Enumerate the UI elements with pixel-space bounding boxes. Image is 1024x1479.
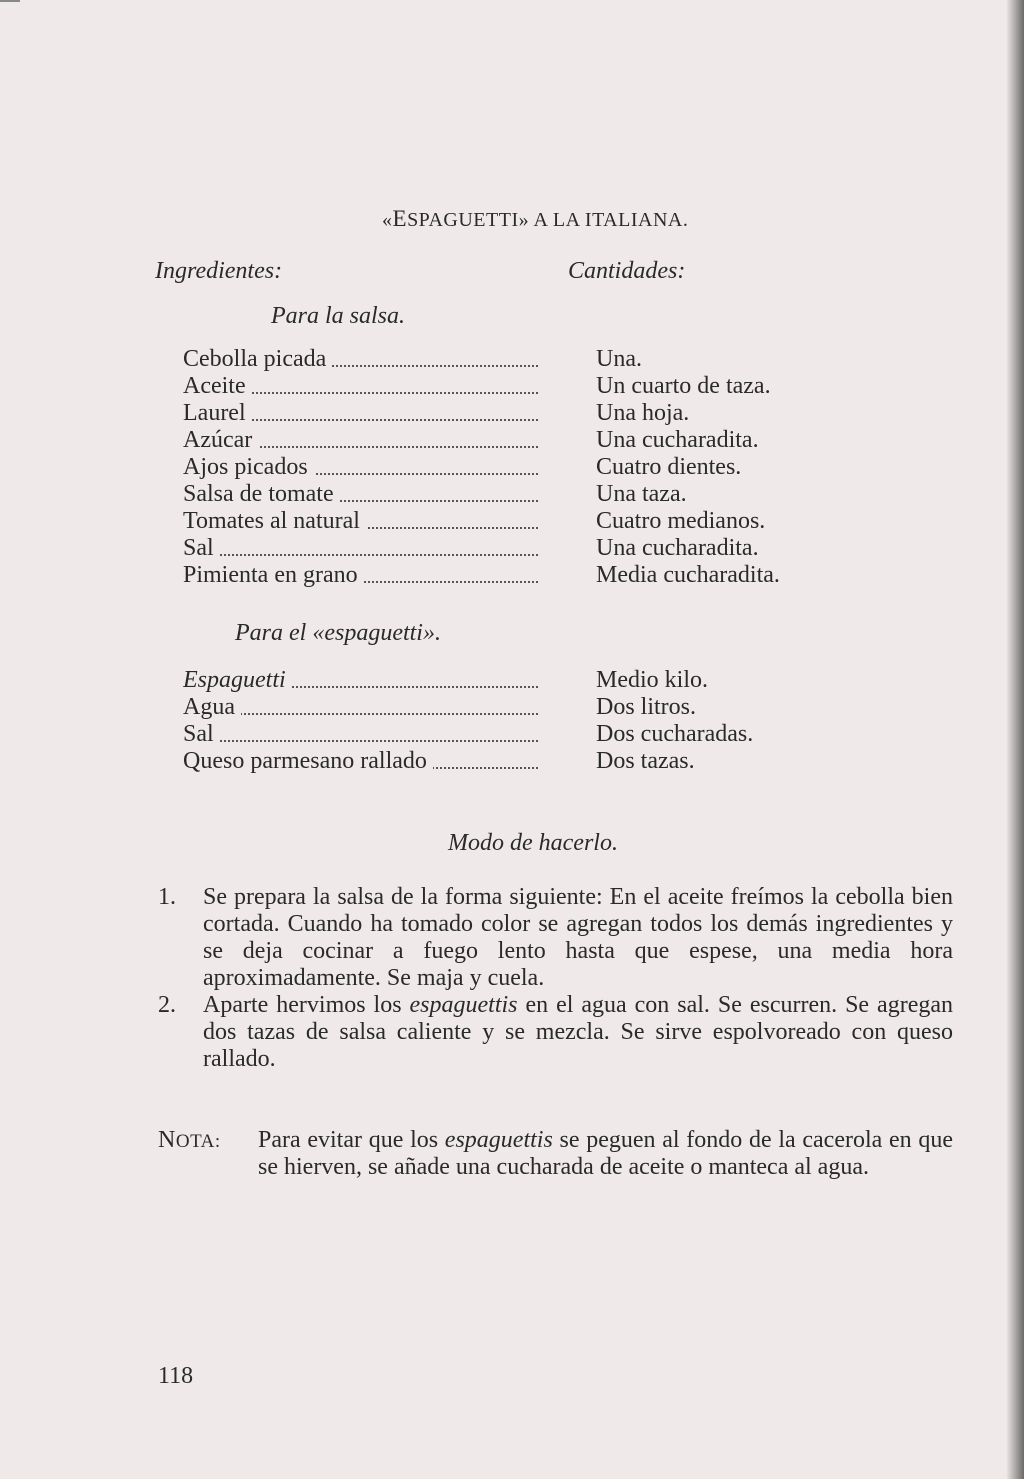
list-item: Ajos picados — [183, 454, 538, 481]
list-item: Agua — [183, 694, 538, 721]
pasta-quantity-list — [596, 667, 896, 775]
list-item: Dos litros. — [596, 694, 697, 720]
ingredients-header: Ingredientes: — [155, 258, 283, 284]
list-item: Salsa de tomate — [183, 481, 538, 508]
method-title: Modo de hacerlo. — [448, 830, 618, 856]
list-item: Sal — [183, 535, 538, 562]
list-item: Laurel — [183, 400, 538, 427]
page-number: 118 — [158, 1363, 194, 1389]
list-item: Cuatro dientes. — [596, 454, 742, 480]
step-text: Se prepara la salsa de la forma siguiente: En el aceite freímos la cebolla bien cortada. Cuando ha tomado color se agregan todos los demás ingredientes y se deja cocinar a fuego lento hasta que espese, una media hora aproximadamente. Se maja y cuela. — [203, 884, 953, 991]
list-item: Cuatro medianos. — [596, 508, 766, 534]
list-item: Una cucharadita. — [596, 427, 759, 453]
method-steps — [158, 884, 953, 1073]
pasta-ingredient-list — [183, 667, 538, 775]
list-item: Aceite — [183, 373, 538, 400]
sauce-quantity-list — [596, 346, 896, 589]
list-item: Una hoja. — [596, 400, 690, 426]
step-number: 2. — [158, 992, 176, 1018]
list-item: Dos tazas. — [596, 748, 695, 774]
sauce-ingredient-list — [183, 346, 538, 589]
list-item: Espaguetti — [183, 667, 538, 694]
note-text: Para evitar que los espaguettis se peguen al fondo de la cacerola en que se hierven, se añade una cucharada de aceite o manteca al agua. — [258, 1127, 954, 1180]
method-step — [158, 992, 953, 1073]
sauce-subtitle: Para la salsa. — [271, 303, 406, 329]
list-item: Cebolla picada — [183, 346, 538, 373]
step-number: 1. — [158, 884, 176, 910]
list-item: Una cucharadita. — [596, 535, 759, 561]
quantities-header: Cantidades: — [568, 258, 686, 284]
list-item: Pimienta en grano — [183, 562, 538, 589]
list-item: Un cuarto de taza. — [596, 373, 771, 399]
list-item: Una. — [596, 346, 642, 372]
method-step — [158, 884, 953, 992]
list-item: Queso parmesano rallado — [183, 748, 538, 775]
note-label: NOTA: — [158, 1127, 221, 1153]
step-text: Aparte hervimos los espaguettis en el agua con sal. Se escurren. Se agregan dos tazas de salsa caliente y se mezcla. Se sirve espolvoreado con queso rallado. — [203, 992, 953, 1072]
recipe-title — [382, 206, 688, 232]
pasta-subtitle: Para el «espaguetti». — [235, 620, 441, 646]
title-initial: E — [392, 206, 408, 231]
note — [158, 1127, 953, 1181]
list-item: Azúcar — [183, 427, 538, 454]
page-edge-mark — [0, 0, 20, 2]
title-open-quote: « — [382, 209, 393, 231]
title-rest: SPAGUETTI» A LA ITALIANA. — [407, 209, 689, 231]
list-item: Medio kilo. — [596, 667, 708, 693]
list-item: Media cucharadita. — [596, 562, 780, 588]
list-item: Tomates al natural — [183, 508, 538, 535]
list-item: Dos cucharadas. — [596, 721, 754, 747]
list-item: Sal — [183, 721, 538, 748]
list-item: Una taza. — [596, 481, 687, 507]
